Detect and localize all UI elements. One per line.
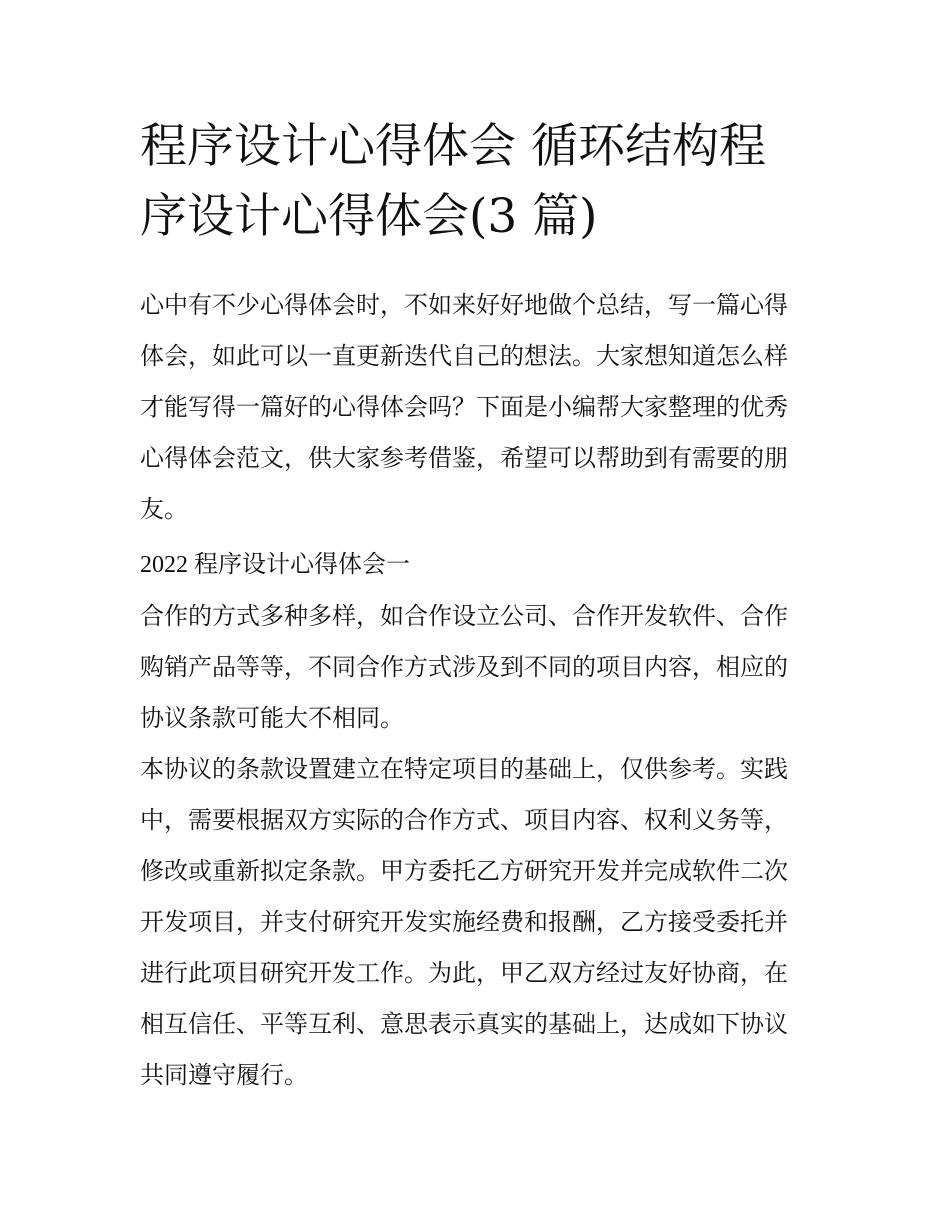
text-line: 修改或重新拟定条款。甲方委托乙方研究开发并完成软件二次 [140, 857, 788, 885]
text-line: 进行此项目研究开发工作。为此，甲乙双方经过友好协商，在 [140, 959, 788, 987]
section-heading [140, 540, 812, 591]
text-line: 本协议的条款设置建立在特定项目的基础上，仅供参考。实践 [140, 755, 788, 783]
body-paragraph-2 [140, 744, 812, 1101]
text-line: 心中有不少心得体会时，不如来好好地做个总结，写一篇心得 [140, 291, 788, 319]
text-line: 相互信任、平等互利、意思表示真实的基础上，达成如下协议 [140, 1010, 788, 1038]
text-line: 体会，如此可以一直更新迭代自己的想法。大家想知道怎么样 [140, 342, 788, 370]
title-line: 程序设计心得体会 循环结构程 [140, 119, 766, 174]
text-line: 开发项目，并支付研究开发实施经费和报酬，乙方接受委托并 [140, 908, 788, 936]
text-line: 合作的方式多种多样，如合作设立公司、合作开发软件、合作 [140, 602, 788, 630]
document-content [140, 112, 812, 1101]
text-line: 协议条款可能大不相同。 [140, 704, 404, 732]
title-line: 序设计心得体会(3 篇) [140, 189, 598, 244]
text-line: 心得体会范文，供大家参考借鉴，希望可以帮助到有需要的朋 [140, 444, 788, 472]
intro-paragraph [140, 280, 812, 535]
text-line: 才能写得一篇好的心得体会吗？下面是小编帮大家整理的优秀 [140, 393, 788, 421]
text-line: 友。 [140, 495, 188, 523]
section-heading-text: 2022 程序设计心得体会一 [140, 552, 410, 578]
body-paragraph-1 [140, 591, 812, 744]
text-line: 共同遵守履行。 [140, 1061, 308, 1089]
text-line: 中，需要根据双方实际的合作方式、项目内容、权利义务等， [140, 806, 788, 834]
text-line: 购销产品等等，不同合作方式涉及到不同的项目内容，相应的 [140, 653, 788, 681]
document-title [140, 112, 812, 252]
